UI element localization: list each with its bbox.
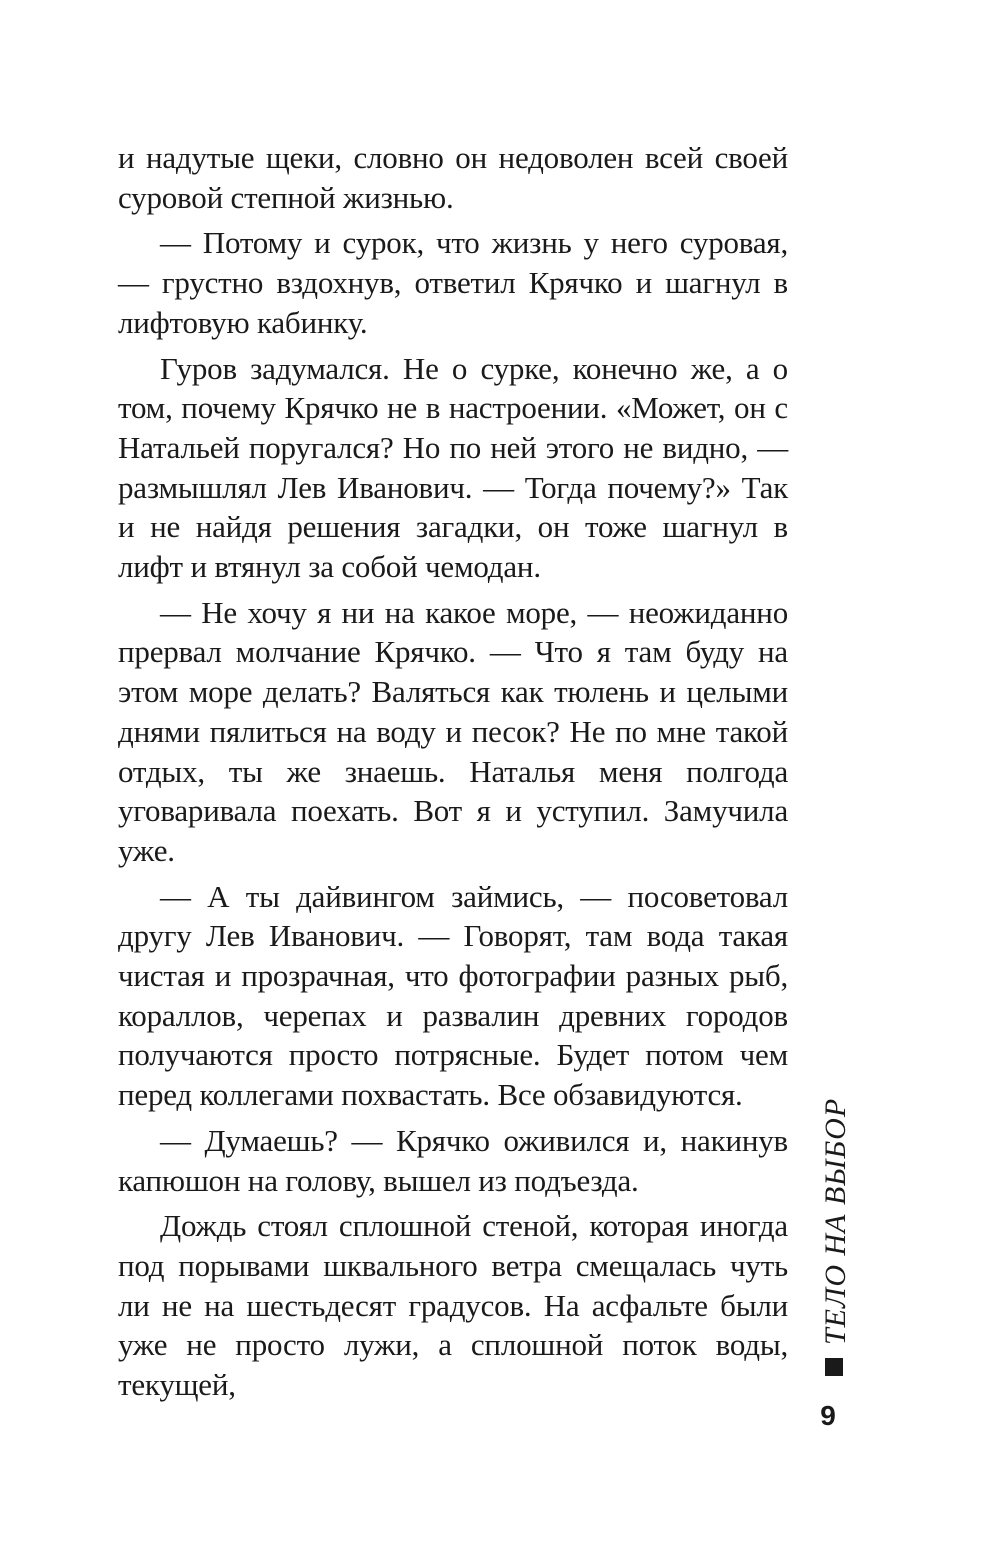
running-title: ТЕЛО НА ВЫБОР — [819, 1097, 852, 1345]
paragraph-1: и надутые щеки, словно он недоволен всей своей суровой степной жизнью. — [118, 140, 788, 215]
page-body — [118, 138, 788, 1405]
paragraph-3: Гуров задумался. Не о сурке, конечно же, а о том, почему Крячко не в настроении. «Может, он с Натальей поругался? Но по ней этого не видно, — размышлял Лев Иванович. — Тогда почему?» Так и не найдя решения загадки, он тоже шагнул в лифт и втянул за собой чемодан. — [118, 350, 788, 585]
running-head — [816, 1097, 856, 1380]
paragraph-5: — А ты дайвингом займись, — посоветовал другу Лев Иванович. — Говорят, там вода такая чистая и прозрачная, что фотографии разных рыб, кораллов, черепах и развалин древних городов получаются просто потрясные. Будет потом чем перед коллегами похвастать. Все обзавидуются. — [118, 878, 788, 1113]
paragraph-2: — Потому и сурок, что жизнь у него суровая, — грустно вздохнув, ответил Крячко и шагнул в лифтовую кабинку. — [118, 225, 788, 340]
paragraph-7: Дождь стоял сплошной стеной, которая иногда под порывами шквального ветра смещалась чуть ли не на шестьдесят градусов. На асфальте были уже не просто лужи, а сплошной поток воды, текущей, — [118, 1208, 788, 1403]
page-number: 9 — [820, 1400, 836, 1431]
paragraph-6: — Думаешь? — Крячко оживился и, накинув капюшон на голову, вышел из подъезда. — [118, 1122, 788, 1198]
paragraph-4: — Не хочу я ни на какое море, — неожиданно прервал молчание Крячко. — Что я там буду на этом море делать? Валяться как тюлень и целыми днями пялиться на воду и песок? Не по мне такой отдых, ты же знаешь. Наталья меня полгода уговаривала поехать. Вот я и уступил. Замучила уже. — [118, 594, 788, 868]
square-marker-icon — [825, 1358, 843, 1376]
